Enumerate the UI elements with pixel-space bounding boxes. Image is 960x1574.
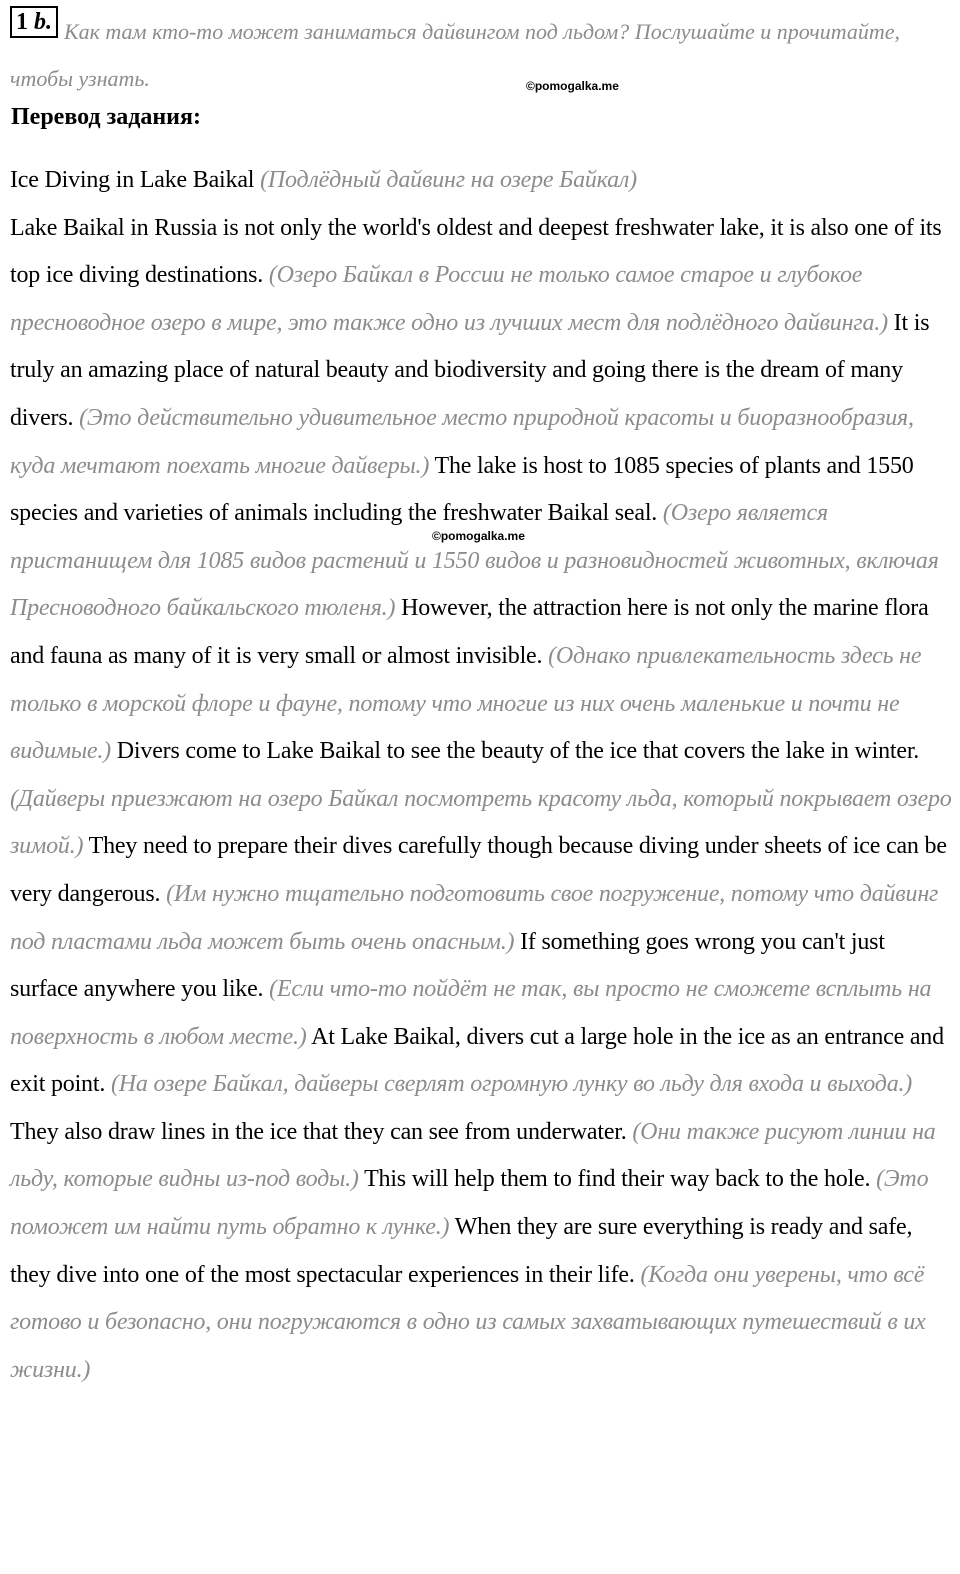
sentence-en: However, the attraction here is not only the marine flora and fauna as many of it is very small or almost invisible. [10, 595, 929, 669]
exercise-number: 1 [16, 9, 28, 35]
sentence-ru: (Им нужно тщательно подготовить свое погружение, потому что дайвинг под пластами льда может быть очень опасным.) [10, 880, 939, 955]
exercise-instruction: Как там кто-то может заниматься дайвингом под льдом? Послушайте и прочитайте, чтобы узнать. [10, 19, 901, 91]
sentence-ru: (Дайверы приезжают на озеро Байкал посмотреть красоту льда, который покрывает озеро зимой.) [10, 785, 952, 860]
exercise-number-box [10, 6, 58, 38]
sentence-ru: (Озеро является пристанищем для 1085 видов растений и 1550 видов и разновидностей животных, включая Пресноводного байкальского тюленя.) [10, 500, 939, 622]
sentence-en: They need to prepare their dives carefully though because diving under sheets of ice can be very dangerous. [10, 833, 947, 907]
sentence-en: Divers come to Lake Baikal to see the beauty of the ice that covers the lake in winter. [116, 738, 920, 765]
sentence-ru: (Озеро Байкал в России не только самое старое и глубокое пресноводное озеро в мире, это также одно из лучших мест для подлёдного дайвинга.) [10, 262, 888, 336]
sentence-ru: (Это поможет им найти путь обратно к лунке.) [10, 1166, 929, 1241]
sentence-ru: (Однако привлекательность здесь не только в морской флоре и фауне, потому что многие из них очень маленькие и почти не видимые.) [10, 642, 922, 765]
text-title [10, 157, 954, 205]
title-en: Ice Diving in Lake Baikal [10, 167, 255, 193]
sentence-en: This will help them to find their way back to the hole. [364, 1166, 871, 1193]
sentence-en: At Lake Baikal, divers cut a large hole in the ice as an entrance and exit point. [10, 1023, 944, 1098]
text-paragraph [10, 205, 954, 1395]
sentence-en: When they are sure everything is ready and safe, they dive into one of the most spectacular experiences in their life. [10, 1214, 913, 1288]
exercise-letter: b. [34, 9, 52, 35]
title-ru: (Подлёдный дайвинг на озере Байкал) [260, 167, 637, 193]
sentence-en: They also draw lines in the ice that they can see from underwater. [10, 1118, 627, 1145]
sentence-en: Lake Baikal in Russia is not only the world's oldest and deepest freshwater lake, it is also one of its top ice diving destinations. [10, 214, 942, 289]
exercise-header [10, 6, 910, 102]
sentence-ru: (Это действительно удивительное место природной красоты и биоразнообразия, куда мечтают поехать многие дайверы.) [10, 404, 914, 479]
sentence-ru: (Если что-то пойдёт не так, вы просто не сможете всплыть на поверхность в любом месте.) [10, 976, 932, 1050]
watermark: ©pomogalka.me [432, 529, 525, 543]
sentence-ru: (На озере Байкал, дайверы сверлят огромную лунку во льду для входа и выхода.) [110, 1071, 913, 1098]
translation-body [10, 157, 954, 1394]
sentence-en: If something goes wrong you can't just surface anywhere you like. [10, 928, 885, 1003]
sentence-en: It is truly an amazing place of natural beauty and biodiversity and going there is the dream of many divers. [10, 309, 930, 431]
sentence-en: The lake is host to 1085 species of plants and 1550 species and varieties of animals including the freshwater Baikal seal. [10, 452, 914, 527]
watermark: ©pomogalka.me [526, 79, 619, 93]
section-title: Перевод задания: [11, 104, 201, 130]
sentence-ru: (Когда они уверены, что всё готово и безопасно, они погружаются в одно из самых захватывающих путешествий в их жизни.) [10, 1261, 926, 1383]
sentence-ru: (Они также рисуют линии на льду, которые видны из-под воды.) [10, 1118, 936, 1193]
